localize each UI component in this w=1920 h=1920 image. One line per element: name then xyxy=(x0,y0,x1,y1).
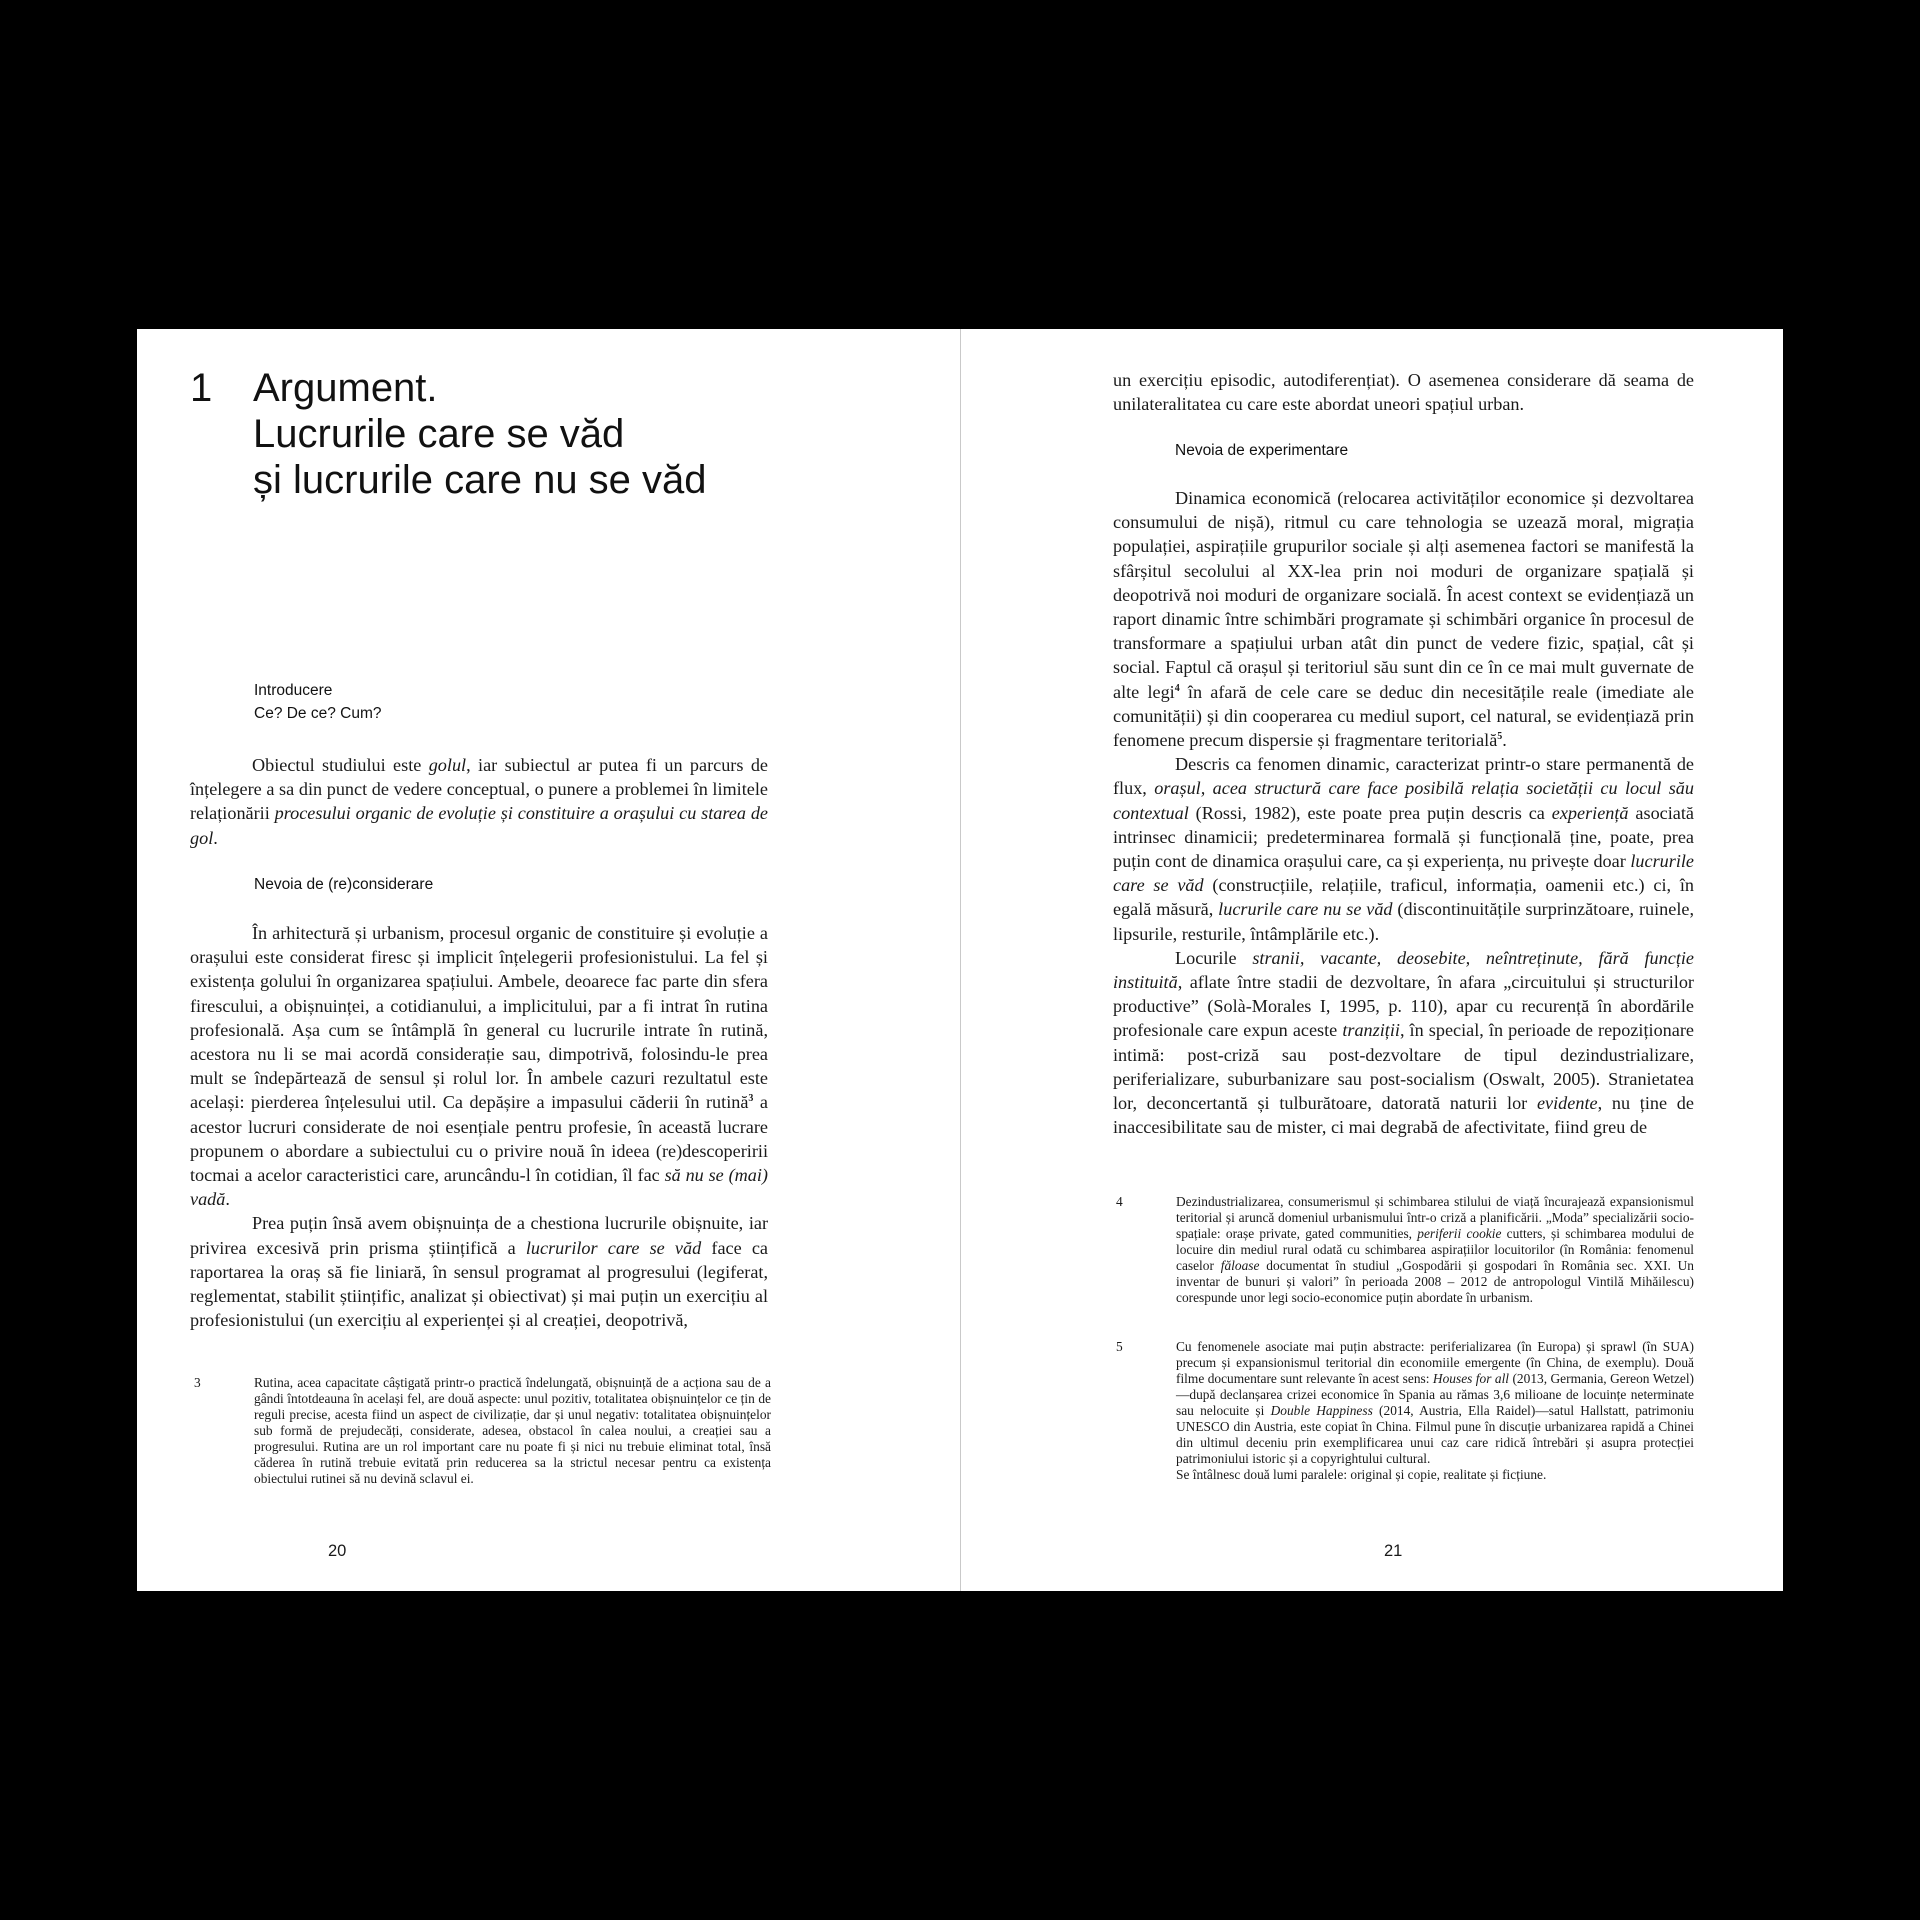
left-body-text xyxy=(190,921,768,1332)
text-run-italic: orașul, acea structură care face posibilă relația societății cu locul său contextual xyxy=(1113,778,1694,823)
text-run: Locurile xyxy=(1175,947,1253,968)
text-run: , nu ține de inaccesibilitate sau de mister, ci mai degrabă de afectivitate, fiind greu de xyxy=(1113,1093,1694,1138)
paragraph xyxy=(190,753,768,850)
text-run-italic: tranziții xyxy=(1342,1020,1400,1041)
right-page xyxy=(961,329,1783,1591)
text-run: asociată intrinsec dinamicii; predeterminarea formală și funcțională ține, poate, prea puțin cont de dinamica orașului care, ca și experiența, nu privește doar xyxy=(1113,802,1694,872)
text-run: . xyxy=(1502,730,1507,751)
text-run-italic: golul xyxy=(428,755,467,775)
text-run: Descris ca fenomen dinamic, caracterizat printr-o stare permanentă de flux, xyxy=(1113,754,1694,799)
chapter-title xyxy=(253,365,893,503)
intro-subheading: Ce? De ce? Cum? xyxy=(254,705,382,722)
text-run: În arhitectură și urbanism, procesul organic de constituire și evoluție a orașului este considerat firesc și implicit înțelegerii profesionistului. La fel și existența golului în organizarea spațiului. Ambele, deoarece fac parte din sfera firescului, a obișnuinței, a cotidianului, a implicitului, par a fi intrat în rutina profesională. Așa cum se întâmplă în general cu lucrurile intrate în rutină, acestora nu li se mai acordă considerație sau, dimpotrivă, folosindu-le prea mult se îndepărtează de sensul și rolul lor. În ambele cazuri rezultatul este același: pierderea înțelesului util. Ca depășire a impasului căderii în rutină xyxy=(190,923,768,1113)
footnote-text: Rutina, acea capacitate câștigată printr-o practică îndelungată, obișnuință de a acționa sau de a gândi întotdeauna în același fel, are două aspecte: unul pozitiv, totalitatea obișnuințelor ce țin de reguli precise, acesta fiind un aspect de civilizație, dar și unul negativ: totalitatea obișnuințelor sub formă de prejudecăți, considerate, adesea, obstacol în calea noului, a creației sau a progresului. Rutina are un rol important care nu poate fi și nici nu trebuie eliminat total, însă căderea în rutină trebuie evitată prin reducerea sa la strictul necesar pentru ca existența obiectului rutinei să nu devină sclavul ei. xyxy=(254,1375,771,1486)
text-run: . xyxy=(225,1189,230,1210)
text-run: (construcțiile, relațiile, traficul, informația, oamenii etc.) ci, în egală măsură, xyxy=(1113,875,1694,920)
footnote-ref-3[interactable]: 3 xyxy=(748,1093,754,1105)
text-run-italic: făloase xyxy=(1220,1258,1260,1273)
section-heading-experimentare: Nevoia de experimentare xyxy=(1175,442,1349,459)
text-run: Cu fenomenele asociate mai puțin abstracte: periferializarea (în Europa) și sprawl (în SUA) precum și expansionismul teritorial din economiile emergente (în China, de exemplu). Două filme documentare sunt relevante în acest sens: xyxy=(1176,1339,1694,1386)
text-run-italic: periferii cookie xyxy=(1417,1226,1502,1241)
text-run: documentat în studiul „Gospodării și gospodari în România sec. XXI. Un inventar de bunuri și valori” în perioada 2008 – 2012 de antropologul Vintilă Mihăilescu) corespunde unor legi socio-economice puțin abordate în urbanism. xyxy=(1176,1258,1695,1305)
chapter-number: 1 xyxy=(190,366,213,410)
footnote-number: 3 xyxy=(194,1375,201,1390)
text-run-italic: stranii, vacante, deosebite, neîntreținute, fără funcție instituită xyxy=(1113,947,1694,993)
text-run: , iar subiectul ar putea fi un parcurs de înțelegere a sa din punct de vedere conceptual, o punere a problemei în limitele relaționării xyxy=(190,755,768,824)
intro-heading-block xyxy=(254,679,382,725)
text-run: (discontinuitățile surprinzătoare, ruinele, lipsurile, resturile, întâmplările etc.). xyxy=(1113,899,1694,944)
footnote-text xyxy=(1176,1194,1694,1306)
text-run-italic: evidente xyxy=(1536,1093,1598,1114)
text-run: face ca raportarea la oraș să fie liniară, în sensul programat al progresului (legiferat, reglementat, stabilit științific, analizat și obiectivat) și mai puțin un exercițiu al profesionistului (un exercițiu al experienței și al creației, deopotrivă, xyxy=(190,1237,768,1331)
footnote-ref-5[interactable]: 5 xyxy=(1497,730,1503,742)
continuation-text xyxy=(1113,368,1694,416)
text-run: (Rossi, 1982), este poate prea puțin descris ca xyxy=(1188,802,1552,823)
text-run-italic: experiență xyxy=(1551,802,1629,823)
page-number-right: 21 xyxy=(1384,1542,1403,1560)
text-run: . xyxy=(213,827,218,848)
paragraph: un exercițiu episodic, autodiferențiat). O asemenea considerare dă seama de unilateralitatea cu care este abordat uneori spațiul urban. xyxy=(1113,370,1694,415)
paragraph xyxy=(1113,752,1694,946)
chapter-title-line: și lucrurile care nu se văd xyxy=(253,458,707,502)
text-run: Obiectul studiului este xyxy=(252,755,429,775)
right-body-text xyxy=(1113,486,1694,1139)
text-run: , în special, în perioade de repoziționare intimă: post-criză sau post-dezvoltare de tipul dezindustrializare, periferializare, suburbanizare sau post-socialism (Oswalt, 2005). Stranietatea lor, deconcertantă și tulburătoare, datorată naturii lor xyxy=(1113,1020,1694,1114)
left-page xyxy=(137,329,960,1591)
text-run: a acestor lucruri considerate de noi esențiale pentru profesie, în această lucrare propunem o abordare a subiectului cu o privire nouă în ideea (re)descoperirii tocmai a acelor caracteristici care, aruncându-l în cotidian, îl fac xyxy=(190,1092,768,1186)
book-spread xyxy=(137,329,1783,1591)
text-run: Prea puțin însă avem obișnuința de a chestiona lucrurile obișnuite, iar privirea excesivă prin prisma științifică a xyxy=(190,1213,768,1258)
text-run: (2013, Germania, Gereon Wetzel)—după declanșarea crizei economice în Spania au rămas 3,6 milioane de locuințe neterminate sau nelocuite și xyxy=(1176,1371,1695,1418)
footnote-last-line: Se întâlnesc două lumi paralele: original și copie, realitate și ficțiune. xyxy=(1176,1467,1547,1482)
chapter-title-line: Lucrurile care se văd xyxy=(253,412,625,456)
paragraph xyxy=(190,921,768,1211)
text-run: Dinamica economică (relocarea activităților economice și dezvoltarea consumului de nișă), ritmul cu care tehnologia se uzează moral, migrația populației, aspirațiile grupurilor sociale și alți asemenea factori se manifestă la sfârșitul secolului al XX-lea prin noi moduri de organizare spațială și deopotrivă noi moduri de organizare socială. În acest context se evidențiază un raport dinamic între schimbări programate și schimbări organice în procesul de transformare a spațiului urban atât din punct de vedere fizic, spațial, cât și social. Faptul că orașul și teritoriul său sunt din ce în ce mai mult guvernate de alte legi xyxy=(1113,488,1694,702)
text-run-italic: Houses for all xyxy=(1432,1371,1510,1386)
intro-text xyxy=(190,753,768,850)
page-number-left: 20 xyxy=(328,1542,347,1560)
text-run: , aflate între stadii de dezvoltare, în afara „circuitului și structurilor productive” (Solà-Morales I, 1995, p. 110), apar cu recurență în abordările profesionale care expun aceste xyxy=(1113,972,1694,1041)
chapter-title-line: Argument. xyxy=(253,366,438,410)
text-run-italic: să nu se (mai) vadă xyxy=(190,1165,768,1210)
text-run: Dezindustrializarea, consumerismul și schimbarea stilului de viață încurajează expansionismul teritorial și aruncă domeniul urbanismului într-o criză a planificării. „Moda” specializării socio-spațiale: orașe private, gated communities, xyxy=(1176,1194,1694,1241)
text-run-italic: lucrurile care nu se văd xyxy=(1218,899,1393,920)
footnote-number: 5 xyxy=(1116,1339,1123,1354)
footnote-text xyxy=(1176,1339,1694,1483)
intro-heading: Introducere xyxy=(254,682,333,699)
paragraph xyxy=(1113,946,1694,1140)
text-run-italic: Double Happiness xyxy=(1270,1403,1373,1418)
text-run-italic: lucrurilor care se văd xyxy=(525,1237,702,1258)
text-run-italic: lucrurile care se văd xyxy=(1113,851,1694,896)
section-heading-reconsiderare: Nevoia de (re)considerare xyxy=(254,876,434,893)
text-run: în afară de cele care se deduc din necesitățile reale (imediate ale comunității) și din cooperarea cu mediul suport, cel natural, se evidențiază prin fenomene precum dispersie și fragmentare teritorială xyxy=(1113,681,1694,751)
paragraph xyxy=(1113,486,1694,752)
footnote-ref-4[interactable]: 4 xyxy=(1174,682,1180,694)
text-run-italic: procesului organic de evoluție și constituire a orașului cu starea de gol xyxy=(190,803,768,848)
text-run: (2014, Austria, Ella Raidel)—satul Hallstatt, patrimoniu UNESCO din Austria, este copiat în China. Filmul pune în discuție urbanizarea rapidă a Chinei din ultimul deceniu prin exemplificarea unui caz care ridică întrebări și asupra protecției patrimoniului istoric și a copyrightului cultural. xyxy=(1176,1403,1694,1466)
footnote-number: 4 xyxy=(1116,1194,1123,1209)
paragraph xyxy=(190,1211,768,1332)
text-run: cutters, și schimbarea modului de locuire din mediul rural odată cu schimbarea aspirațiilor locuitorilor (în România: fenomenul caselor xyxy=(1176,1226,1694,1273)
